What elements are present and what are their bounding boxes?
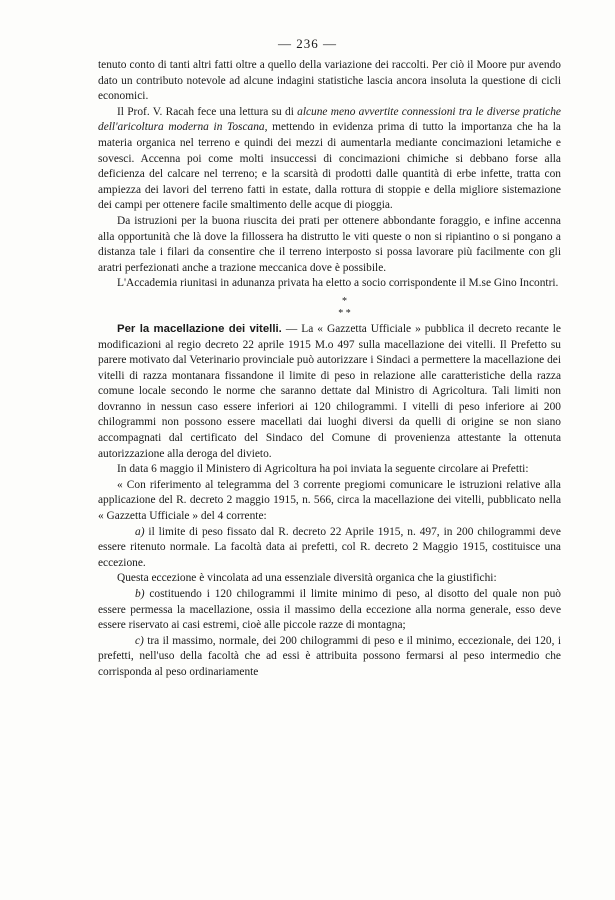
paragraph-item-a [98, 525, 561, 572]
asterism-divider [98, 296, 561, 320]
item-c-label: c) [135, 634, 144, 647]
item-a-label: a) [135, 525, 145, 538]
racah-lecture-title: alcune meno avvertite connessioni tra le diverse pratiche dell'aricoltura moderna in Toscana, [98, 105, 561, 134]
page-number: — 236 — [278, 36, 337, 51]
racah-body: mettendo in evidenza prima di tutto la importanza che ha la materia organica nel terreno e quindi dei mezzi di aumentarla mediante concimazioni letamiche e sovesci. Accenna poi come molti insuccessi di concimazioni chimiche si debbano forse alla deficienza del calcare nel terreno; e la scarsità di prodotti dalle quantità di erbe infette, tratta con ampiezza dei lavori del terreno fatti in estate, dalla rottura di stoppie e della migliore sistemazione dei campi per ottenere facile smaltimento delle acque di pioggia. [98, 121, 561, 212]
paragraph-item-c [98, 634, 561, 681]
asterism-top: * [342, 295, 347, 307]
paragraph-racah [98, 105, 561, 214]
item-b-label: b) [135, 588, 145, 600]
paragraph-prati: Da istruzioni per la buona riuscita dei prati per ottenere abbondante foraggio, e infine accenna alla opportunità che là dove la fillossera ha distrutto le viti queste o non si ripiantino o si pongano a distanza tale i filari da consentire che il terreno interposto si possa lavorare più facilmente con gli aratri perfezionati anche a trazione meccanica dove è possibile. [98, 214, 561, 274]
section-heading: Per la macellazione dei vitelli. [117, 322, 282, 335]
paragraph-eccezione: Questa eccezione è vincolata ad una essenziale diversità organica che la giustifichi: [117, 572, 497, 585]
paragraph-accademia: L'Accademia riunitasi in adunanza privata ha eletto a socio corrispondente il M.se Gino Incontri. [117, 277, 559, 290]
paragraph-circolare-intro: In data 6 maggio il Ministero di Agricoltura ha poi inviata la seguente circolare ai Prefetti: [117, 463, 529, 476]
item-c-text: tra il massimo, normale, dei 200 chilogrammi di peso e il minimo, eccezionale, dei 120, i prefetti, nell'uso della facoltà che ad essi è attribuita possono fermarsi al peso intermedio che corrisponda al peso ordinariamente [98, 634, 561, 678]
asterism-bottom: * * [338, 307, 351, 319]
paragraph-moore: tenuto conto di tanti altri fatti oltre a quello della variazione dei raccolti. Per ciò il Moore pur avendo dato un contributo notevole ad alcune indagini statistiche lascia ancora insoluta la questione di cicli economici. [98, 59, 561, 103]
item-a-text: il limite di peso fissato dal R. decreto 22 Aprile 1915, n. 497, in 200 chilogrammi deve essere ritenuto normale. La facoltà data ai prefetti, col R. decreto 2 Maggio 1915, costituisce una eccezione. [98, 525, 561, 569]
racah-intro: Il Prof. V. Racah fece una lettura su di [117, 105, 294, 118]
body-text [98, 58, 561, 681]
item-b-text: costituendo i 120 chilogrammi il limite minimo di peso, al disotto del quale non può essere permessa la macellazione, ossia il massimo della eccezione alla norma generale, esso deve essere riservato ai casi estremi, cioè alle piccole razze di montagna; [98, 588, 561, 632]
paragraph-item-b [98, 587, 561, 634]
macellazione-body: — La « Gazzetta Ufficiale » pubblica il decreto recante le modificazioni al regio decreto 22 aprile 1915 M.o 497 sulla macellazione dei vitelli. Il Prefetto su parere motivato dal Veterinario provinciale può autorizzare i Sindaci a permettere la macellazione dei vitelli di razza montanara fissandone il limite di peso in relazione alle caratteristiche della razza comune locale secondo le norme che saranno dettate dal Ministro di Agricoltura. Tali limiti non dovranno in nessun caso essere inferiori ai 120 chilogrammi. I vitelli di peso inferiore ai 200 chilogrammi non possono essere macellati dai luoghi diversi da quelli di origine se non siano accompagnati dal certificato del Sindaco del Comune di provenienza attestante la ottenuta autorizzazione alla deroga del divieto. [98, 322, 561, 460]
paragraph-circolare-quote: « Con riferimento al telegramma del 3 corrente pregiomi comunicare le istruzioni relative alla applicazione del R. decreto 2 maggio 1915, n. 566, circa la macellazione dei vitelli, pubblicato nella « Gazzetta Ufficiale » del 4 corrente: [98, 478, 561, 523]
paragraph-macellazione [98, 322, 561, 462]
